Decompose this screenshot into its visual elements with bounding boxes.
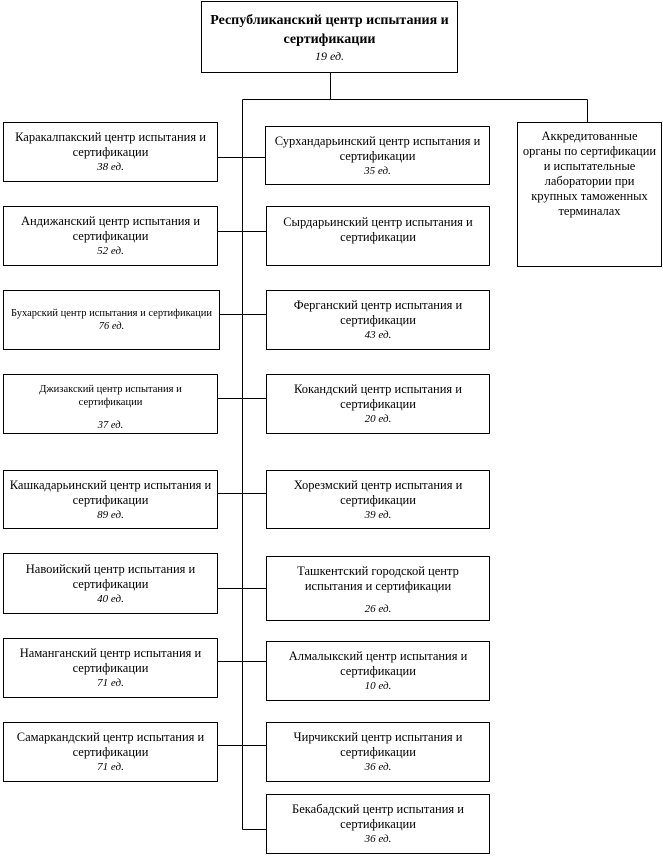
center-box-namangan xyxy=(3,638,218,698)
center-count: 36 ед. xyxy=(364,761,392,773)
center-count: 40 ед. xyxy=(97,592,124,605)
center-name: Ташкентский городской центр испытания и сертификации xyxy=(297,564,459,593)
center-name: Алмалыкский центр испытания и сертификации xyxy=(288,649,468,678)
center-name: Джизакский центр испытания и сертификации xyxy=(39,384,182,408)
center-box-kokand xyxy=(266,374,490,434)
center-name: Каракалпакский центр испытания и сертификации xyxy=(15,130,206,159)
center-box-jizzakh xyxy=(3,374,218,434)
center-box-almalyk xyxy=(266,641,490,701)
center-count: 39 ед. xyxy=(364,508,392,521)
center-name: Кашкадарьинский центр испытания и сертификации xyxy=(9,477,212,507)
accredited-bodies-name: Аккредитованные органы по сертификации и испытательные лаборатории при крупных таможенных терминалах xyxy=(522,129,657,218)
center-box-chirchik xyxy=(266,722,490,782)
center-name: Навоийский центр испытания и сертификации xyxy=(25,561,196,591)
republican-center-box xyxy=(201,1,458,73)
center-count: 35 ед. xyxy=(364,164,391,177)
republican-center-count: 19 ед. xyxy=(314,49,345,63)
center-count: 38 ед. xyxy=(97,161,124,173)
center-box-andijan xyxy=(3,206,218,266)
center-box-samarkand xyxy=(3,722,218,782)
center-count: 71 ед. xyxy=(97,677,124,689)
center-box-surkhandarya xyxy=(265,126,490,185)
center-name: Бекабадский центр испытания и сертификации xyxy=(292,802,464,831)
accredited-bodies-box xyxy=(517,122,662,267)
center-box-bukhara xyxy=(3,290,220,350)
center-name: Хорезмский центр испытания и сертификации xyxy=(293,477,463,507)
center-count: 10 ед. xyxy=(364,680,392,692)
center-name: Ферганский центр испытания и сертификации xyxy=(293,298,463,327)
center-count: 52 ед. xyxy=(97,245,124,257)
center-name: Наманганский центр испытания и сертификации xyxy=(19,646,202,675)
center-name: Сурхандарьинский центр испытания и сертификации xyxy=(274,133,481,163)
republican-center-name: Республиканский центр испытания и сертификации xyxy=(210,13,449,47)
center-box-khorezm xyxy=(266,470,490,529)
center-name: Чирчикский центр испытания и сертификации xyxy=(293,730,463,759)
center-count: 26 ед. xyxy=(364,603,392,615)
center-box-bekabad xyxy=(266,794,490,854)
center-name: Кокандский центр испытания и сертификации xyxy=(294,382,462,411)
center-name: Бухарский центр испытания и сертификации xyxy=(10,307,213,319)
center-box-karakalpak xyxy=(3,122,218,182)
center-box-tashkent-city xyxy=(266,556,490,621)
center-count: 76 ед. xyxy=(98,320,125,332)
center-box-kashkadarya xyxy=(3,470,218,529)
center-box-fergana xyxy=(266,290,490,350)
center-name: Сырдарьинский центр испытания и сертификации xyxy=(283,215,473,244)
center-count: 71 ед. xyxy=(97,761,124,773)
center-box-navoi xyxy=(3,553,218,614)
center-count: 43 ед. xyxy=(364,329,392,341)
center-count: 20 ед. xyxy=(364,413,392,425)
center-count: 36 ед. xyxy=(364,833,392,845)
center-name: Андижанский центр испытания и сертификации xyxy=(20,214,201,243)
center-box-syrdarya xyxy=(266,206,490,266)
center-count: 89 ед. xyxy=(97,508,124,521)
center-name: Самаркандский центр испытания и сертификации xyxy=(16,730,205,759)
center-count: 37 ед. xyxy=(97,420,124,431)
